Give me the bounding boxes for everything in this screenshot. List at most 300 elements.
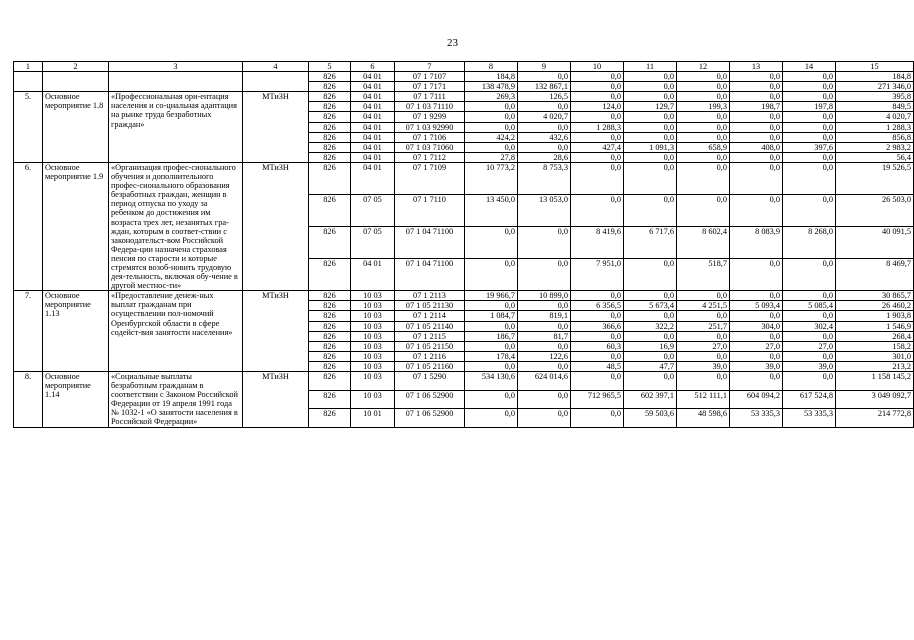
measure-description [109, 72, 243, 92]
amount-cell: 5 093,4 [730, 301, 783, 311]
amount-cell: 7 951,0 [571, 259, 624, 291]
amount-cell: 0,0 [677, 72, 730, 82]
amount-cell: 6 717,6 [624, 227, 677, 259]
code-cell: 04 01 [351, 72, 395, 82]
column-header: 9 [518, 62, 571, 72]
measure-name: Основное мероприятие 1.13 [43, 291, 109, 372]
amount-cell: 0,0 [465, 142, 518, 152]
amount-cell: 0,0 [465, 361, 518, 371]
code-cell: 07 05 [351, 227, 395, 259]
code-cell: 826 [309, 409, 351, 428]
amount-cell: 0,0 [571, 195, 624, 227]
code-cell: 10 03 [351, 372, 395, 391]
code-cell: 07 1 7109 [395, 162, 465, 194]
amount-cell: 53 335,3 [730, 409, 783, 428]
amount-cell: 0,0 [677, 82, 730, 92]
amount-cell: 0,0 [571, 92, 624, 102]
amount-cell: 0,0 [730, 72, 783, 82]
code-cell: 826 [309, 341, 351, 351]
amount-cell: 8 753,3 [518, 162, 571, 194]
column-header: 15 [836, 62, 914, 72]
measure-description: «Профессиональная ори-ентация населения и со-циальная адаптация на рынке труда безработных граждан» [109, 92, 243, 163]
code-cell: 10 03 [351, 361, 395, 371]
amount-cell: 0,0 [730, 351, 783, 361]
amount-cell: 0,0 [730, 331, 783, 341]
code-cell: 826 [309, 92, 351, 102]
amount-cell: 4 020,7 [836, 112, 914, 122]
amount-cell: 0,0 [571, 132, 624, 142]
amount-cell: 198,7 [730, 102, 783, 112]
amount-cell: 0,0 [571, 112, 624, 122]
column-header: 3 [109, 62, 243, 72]
column-header: 1 [14, 62, 43, 72]
amount-cell: 0,0 [571, 311, 624, 321]
code-cell: 07 1 7106 [395, 132, 465, 142]
table-row [14, 372, 914, 391]
amount-cell: 8 469,7 [836, 259, 914, 291]
executor [243, 72, 309, 92]
amount-cell: 8 602,4 [677, 227, 730, 259]
code-cell: 07 1 7171 [395, 82, 465, 92]
code-cell: 826 [309, 142, 351, 152]
measure-description: «Социальные выплаты безработным гражданам в соответствии с Законом Российской Федерации от 19 апреля 1991 года № 1032-1 «О занятости населения в Российской Федерации» [109, 372, 243, 428]
code-cell: 10 03 [351, 321, 395, 331]
amount-cell: 0,0 [730, 162, 783, 194]
amount-cell: 129,7 [624, 102, 677, 112]
amount-cell: 26 460,2 [836, 301, 914, 311]
code-cell: 826 [309, 82, 351, 92]
page-number: 23 [447, 37, 458, 49]
amount-cell: 0,0 [518, 122, 571, 132]
amount-cell: 0,0 [465, 227, 518, 259]
amount-cell: 0,0 [677, 372, 730, 391]
code-cell: 04 01 [351, 152, 395, 162]
amount-cell: 26 503,0 [836, 195, 914, 227]
amount-cell: 0,0 [783, 195, 836, 227]
table-row [14, 72, 914, 82]
amount-cell: 0,0 [730, 82, 783, 92]
amount-cell: 271 346,0 [836, 82, 914, 92]
amount-cell: 0,0 [677, 152, 730, 162]
table-row [14, 291, 914, 301]
code-cell: 04 01 [351, 132, 395, 142]
amount-cell: 0,0 [783, 132, 836, 142]
code-cell: 07 1 2113 [395, 291, 465, 301]
amount-cell: 16,9 [624, 341, 677, 351]
executor: МТиЗН [243, 92, 309, 163]
code-cell: 07 1 03 71110 [395, 102, 465, 112]
column-header: 12 [677, 62, 730, 72]
code-cell: 10 03 [351, 341, 395, 351]
amount-cell: 0,0 [465, 259, 518, 291]
amount-cell: 0,0 [518, 341, 571, 351]
header-row [14, 62, 914, 72]
code-cell: 07 1 04 71100 [395, 259, 465, 291]
amount-cell: 0,0 [518, 361, 571, 371]
amount-cell: 0,0 [571, 291, 624, 301]
measure-name: Основное мероприятие 1.8 [43, 92, 109, 163]
amount-cell: 301,0 [836, 351, 914, 361]
amount-cell: 0,0 [518, 142, 571, 152]
measure-number: 5. [14, 92, 43, 163]
column-header: 4 [243, 62, 309, 72]
amount-cell: 0,0 [677, 112, 730, 122]
amount-cell: 624 014,6 [518, 372, 571, 391]
amount-cell: 53 335,3 [783, 409, 836, 428]
amount-cell: 0,0 [465, 321, 518, 331]
amount-cell: 1 288,3 [836, 122, 914, 132]
amount-cell: 27,8 [465, 152, 518, 162]
amount-cell: 395,8 [836, 92, 914, 102]
amount-cell: 5 085,4 [783, 301, 836, 311]
amount-cell: 0,0 [677, 291, 730, 301]
amount-cell: 40 091,5 [836, 227, 914, 259]
amount-cell: 6 356,5 [571, 301, 624, 311]
amount-cell: 2 983,2 [836, 142, 914, 152]
amount-cell: 0,0 [730, 152, 783, 162]
amount-cell: 0,0 [465, 112, 518, 122]
table-row [14, 162, 914, 194]
amount-cell: 0,0 [571, 331, 624, 341]
amount-cell: 0,0 [677, 351, 730, 361]
amount-cell: 0,0 [624, 372, 677, 391]
amount-cell: 0,0 [571, 372, 624, 391]
amount-cell: 13 053,0 [518, 195, 571, 227]
amount-cell: 0,0 [730, 259, 783, 291]
amount-cell: 8 268,0 [783, 227, 836, 259]
amount-cell: 0,0 [730, 291, 783, 301]
amount-cell: 0,0 [465, 409, 518, 428]
amount-cell: 8 083,9 [730, 227, 783, 259]
column-header: 7 [395, 62, 465, 72]
code-cell: 826 [309, 72, 351, 82]
amount-cell: 60,3 [571, 341, 624, 351]
amount-cell: 126,5 [518, 92, 571, 102]
amount-cell: 0,0 [624, 195, 677, 227]
code-cell: 10 03 [351, 331, 395, 341]
code-cell: 826 [309, 361, 351, 371]
amount-cell: 39,0 [677, 361, 730, 371]
amount-cell: 0,0 [518, 102, 571, 112]
code-cell: 07 1 2114 [395, 311, 465, 321]
amount-cell: 1 158 145,2 [836, 372, 914, 391]
measure-number: 6. [14, 162, 43, 290]
measure-name: Основное мероприятие 1.14 [43, 372, 109, 428]
amount-cell: 0,0 [730, 132, 783, 142]
code-cell: 07 1 06 52900 [395, 390, 465, 409]
code-cell: 826 [309, 311, 351, 321]
measure-description: «Предоставление денеж-ных выплат гражданам при осуществлении пол-номочий Оренбургской области в сфере содейст-вия занятости населения» [109, 291, 243, 372]
code-cell: 826 [309, 195, 351, 227]
amount-cell: 184,8 [465, 72, 518, 82]
amount-cell: 0,0 [571, 162, 624, 194]
amount-cell: 302,4 [783, 321, 836, 331]
amount-cell: 0,0 [730, 195, 783, 227]
amount-cell: 0,0 [730, 311, 783, 321]
amount-cell: 0,0 [624, 92, 677, 102]
code-cell: 07 1 03 92990 [395, 122, 465, 132]
amount-cell: 0,0 [677, 311, 730, 321]
amount-cell: 0,0 [624, 351, 677, 361]
amount-cell: 0,0 [624, 112, 677, 122]
amount-cell: 0,0 [465, 390, 518, 409]
amount-cell: 39,0 [730, 361, 783, 371]
executor: МТиЗН [243, 162, 309, 290]
amount-cell: 408,0 [730, 142, 783, 152]
table-row [14, 92, 914, 102]
amount-cell: 0,0 [518, 259, 571, 291]
code-cell: 826 [309, 112, 351, 122]
code-cell: 07 1 7112 [395, 152, 465, 162]
measure-name: Основное мероприятие 1.9 [43, 162, 109, 290]
amount-cell: 0,0 [783, 351, 836, 361]
amount-cell: 184,8 [836, 72, 914, 82]
amount-cell: 427,4 [571, 142, 624, 152]
code-cell: 04 01 [351, 112, 395, 122]
executor: МТиЗН [243, 372, 309, 428]
amount-cell: 3 049 092,7 [836, 390, 914, 409]
code-cell: 04 01 [351, 92, 395, 102]
amount-cell: 0,0 [518, 409, 571, 428]
amount-cell: 0,0 [571, 152, 624, 162]
amount-cell: 0,0 [783, 122, 836, 132]
amount-cell: 27,0 [730, 341, 783, 351]
amount-cell: 0,0 [624, 291, 677, 301]
amount-cell: 10 773,2 [465, 162, 518, 194]
code-cell: 04 01 [351, 102, 395, 112]
amount-cell: 59 503,6 [624, 409, 677, 428]
amount-cell: 0,0 [624, 122, 677, 132]
measure-number: 7. [14, 291, 43, 372]
amount-cell: 0,0 [571, 82, 624, 92]
code-cell: 07 1 7110 [395, 195, 465, 227]
amount-cell: 213,2 [836, 361, 914, 371]
amount-cell: 304,0 [730, 321, 783, 331]
code-cell: 10 03 [351, 390, 395, 409]
amount-cell: 0,0 [624, 331, 677, 341]
code-cell: 07 1 05 21130 [395, 301, 465, 311]
amount-cell: 269,3 [465, 92, 518, 102]
code-cell: 07 1 7111 [395, 92, 465, 102]
amount-cell: 856,8 [836, 132, 914, 142]
code-cell: 826 [309, 227, 351, 259]
amount-cell: 4 251,5 [677, 301, 730, 311]
column-header: 6 [351, 62, 395, 72]
column-header: 13 [730, 62, 783, 72]
amount-cell: 0,0 [783, 162, 836, 194]
amount-cell: 604 094,2 [730, 390, 783, 409]
code-cell: 826 [309, 301, 351, 311]
amount-cell: 617 524,8 [783, 390, 836, 409]
amount-cell: 0,0 [783, 112, 836, 122]
amount-cell: 13 450,0 [465, 195, 518, 227]
amount-cell: 0,0 [518, 321, 571, 331]
amount-cell: 0,0 [571, 409, 624, 428]
code-cell: 07 1 5290 [395, 372, 465, 391]
column-header: 10 [571, 62, 624, 72]
amount-cell: 158,2 [836, 341, 914, 351]
amount-cell: 0,0 [518, 227, 571, 259]
amount-cell: 0,0 [624, 259, 677, 291]
amount-cell: 47,7 [624, 361, 677, 371]
amount-cell: 0,0 [624, 311, 677, 321]
code-cell: 826 [309, 152, 351, 162]
code-cell: 07 1 05 21160 [395, 361, 465, 371]
amount-cell: 0,0 [465, 341, 518, 351]
amount-cell: 0,0 [677, 132, 730, 142]
amount-cell: 5 673,4 [624, 301, 677, 311]
code-cell: 826 [309, 162, 351, 194]
code-cell: 07 1 05 21150 [395, 341, 465, 351]
amount-cell: 0,0 [677, 92, 730, 102]
amount-cell: 48,5 [571, 361, 624, 371]
amount-cell: 0,0 [465, 301, 518, 311]
budget-table [13, 61, 914, 428]
amount-cell: 0,0 [783, 291, 836, 301]
code-cell: 07 1 2116 [395, 351, 465, 361]
code-cell: 826 [309, 259, 351, 291]
amount-cell: 39,0 [783, 361, 836, 371]
measure-number [14, 72, 43, 92]
amount-cell: 197,8 [783, 102, 836, 112]
column-header: 5 [309, 62, 351, 72]
code-cell: 07 1 05 21140 [395, 321, 465, 331]
amount-cell: 512 111,1 [677, 390, 730, 409]
code-cell: 04 01 [351, 142, 395, 152]
amount-cell: 0,0 [783, 92, 836, 102]
amount-cell: 0,0 [783, 311, 836, 321]
amount-cell: 138 478,9 [465, 82, 518, 92]
code-cell: 04 01 [351, 82, 395, 92]
amount-cell: 251,7 [677, 321, 730, 331]
amount-cell: 0,0 [730, 92, 783, 102]
amount-cell: 27,0 [677, 341, 730, 351]
amount-cell: 0,0 [730, 112, 783, 122]
amount-cell: 0,0 [624, 132, 677, 142]
column-header: 11 [624, 62, 677, 72]
table-body [14, 72, 914, 427]
amount-cell: 0,0 [518, 72, 571, 82]
amount-cell: 10 899,0 [518, 291, 571, 301]
code-cell: 826 [309, 132, 351, 142]
amount-cell: 0,0 [465, 122, 518, 132]
code-cell: 10 01 [351, 409, 395, 428]
amount-cell: 602 397,1 [624, 390, 677, 409]
amount-cell: 819,1 [518, 311, 571, 321]
amount-cell: 0,0 [677, 195, 730, 227]
amount-cell: 124,0 [571, 102, 624, 112]
amount-cell: 0,0 [624, 72, 677, 82]
measure-description: «Организация профес-сионального обучения и дополнительного профес-сионального образования безработных граждан, женщин в период отпуска по уходу за ребенком до достижения им возраста трех лет, незанятых гра-ждан, которым в соответ-ствии с законодательст-вом Российской Федера-ции назначена страховая пенсия по старости и которые стремятся возоб-новить трудовую дея-тельность, включая обу-чение в другой местнос-ти» [109, 162, 243, 290]
amount-cell: 712 965,5 [571, 390, 624, 409]
amount-cell: 1 903,8 [836, 311, 914, 321]
amount-cell: 0,0 [783, 152, 836, 162]
amount-cell: 28,6 [518, 152, 571, 162]
amount-cell: 0,0 [783, 331, 836, 341]
amount-cell: 0,0 [571, 351, 624, 361]
column-header: 14 [783, 62, 836, 72]
amount-cell: 0,0 [624, 162, 677, 194]
amount-cell: 0,0 [677, 331, 730, 341]
amount-cell: 0,0 [783, 82, 836, 92]
amount-cell: 30 865,7 [836, 291, 914, 301]
code-cell: 04 01 [351, 259, 395, 291]
amount-cell: 199,3 [677, 102, 730, 112]
amount-cell: 0,0 [677, 122, 730, 132]
amount-cell: 178,4 [465, 351, 518, 361]
code-cell: 826 [309, 372, 351, 391]
amount-cell: 0,0 [783, 372, 836, 391]
amount-cell: 0,0 [783, 259, 836, 291]
executor: МТиЗН [243, 291, 309, 372]
amount-cell: 1 546,9 [836, 321, 914, 331]
code-cell: 10 03 [351, 311, 395, 321]
amount-cell: 8 419,6 [571, 227, 624, 259]
amount-cell: 0,0 [518, 301, 571, 311]
amount-cell: 1 091,3 [624, 142, 677, 152]
amount-cell: 56,4 [836, 152, 914, 162]
amount-cell: 0,0 [465, 102, 518, 112]
code-cell: 04 01 [351, 122, 395, 132]
amount-cell: 849,5 [836, 102, 914, 112]
code-cell: 826 [309, 331, 351, 341]
amount-cell: 0,0 [518, 390, 571, 409]
amount-cell: 27,0 [783, 341, 836, 351]
amount-cell: 0,0 [783, 72, 836, 82]
amount-cell: 366,6 [571, 321, 624, 331]
column-header: 8 [465, 62, 518, 72]
amount-cell: 122,6 [518, 351, 571, 361]
code-cell: 826 [309, 122, 351, 132]
amount-cell: 186,7 [465, 331, 518, 341]
measure-number: 8. [14, 372, 43, 428]
amount-cell: 0,0 [730, 122, 783, 132]
code-cell: 07 1 04 71100 [395, 227, 465, 259]
amount-cell: 0,0 [624, 152, 677, 162]
code-cell: 07 05 [351, 195, 395, 227]
amount-cell: 132 867,1 [518, 82, 571, 92]
column-header: 2 [43, 62, 109, 72]
amount-cell: 322,2 [624, 321, 677, 331]
amount-cell: 0,0 [730, 372, 783, 391]
code-cell: 07 1 03 71060 [395, 142, 465, 152]
amount-cell: 268,4 [836, 331, 914, 341]
amount-cell: 19 526,5 [836, 162, 914, 194]
amount-cell: 658,9 [677, 142, 730, 152]
code-cell: 826 [309, 351, 351, 361]
amount-cell: 432,6 [518, 132, 571, 142]
amount-cell: 0,0 [624, 82, 677, 92]
code-cell: 826 [309, 390, 351, 409]
amount-cell: 0,0 [677, 162, 730, 194]
amount-cell: 19 966,7 [465, 291, 518, 301]
measure-name [43, 72, 109, 92]
amount-cell: 4 020,7 [518, 112, 571, 122]
code-cell: 826 [309, 321, 351, 331]
amount-cell: 424,2 [465, 132, 518, 142]
code-cell: 826 [309, 291, 351, 301]
code-cell: 10 03 [351, 301, 395, 311]
code-cell: 826 [309, 102, 351, 112]
code-cell: 07 1 9299 [395, 112, 465, 122]
amount-cell: 1 288,3 [571, 122, 624, 132]
code-cell: 07 1 2115 [395, 331, 465, 341]
amount-cell: 534 130,6 [465, 372, 518, 391]
amount-cell: 1 084,7 [465, 311, 518, 321]
code-cell: 10 03 [351, 291, 395, 301]
code-cell: 07 1 06 52900 [395, 409, 465, 428]
amount-cell: 518,7 [677, 259, 730, 291]
